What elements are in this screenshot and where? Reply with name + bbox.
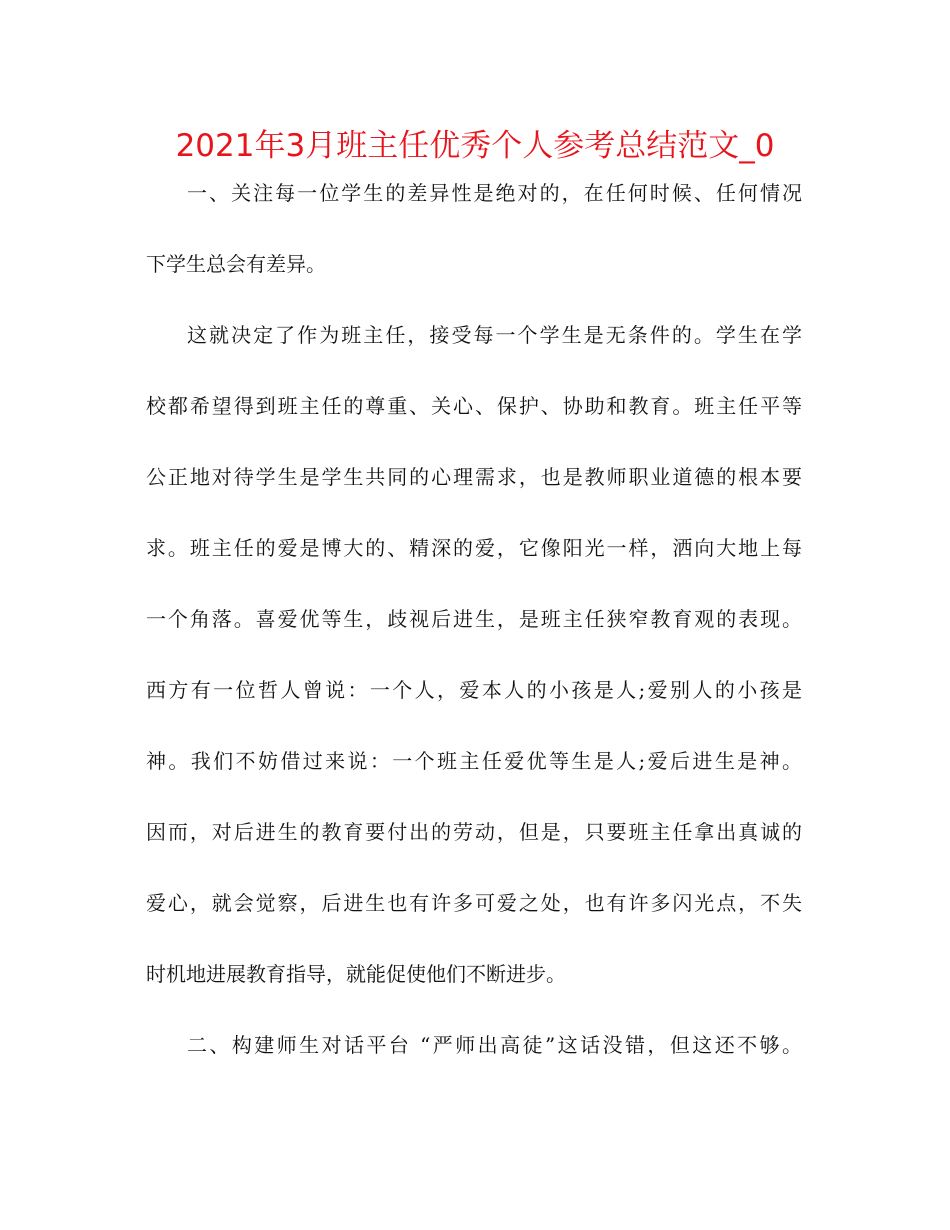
paragraph-line: 公正地对待学生是学生共同的心理需求，也是教师职业道德的根本要 xyxy=(146,465,802,489)
paragraph-line: 神。我们不妨借过来说：一个班主任爱优等生是人;爱后进生是神。 xyxy=(146,749,802,773)
paragraph-line: 因而，对后进生的教育要付出的劳动，但是，只要班主任拿出真诚的 xyxy=(146,820,802,844)
paragraph-line: 西方有一位哲人曾说：一个人，爱本人的小孩是人;爱别人的小孩是 xyxy=(146,678,802,702)
paragraph-line: 时机地进展教育指导，就能促使他们不断进步。 xyxy=(146,962,566,986)
paragraph-line: 这就决定了作为班主任，接受每一个学生是无条件的。学生在学 xyxy=(187,323,802,347)
paragraph-line: 一个角落。喜爱优等生，歧视后进生，是班主任狭窄教育观的表现。 xyxy=(146,607,802,631)
document-body xyxy=(146,170,802,1093)
paragraph-line: 求。班主任的爱是博大的、精深的爱，它像阳光一样，洒向大地上每 xyxy=(146,536,802,560)
paragraph-line: 二、构建师生对话平台 “严师出高徒”这话没错，但这还不够。 xyxy=(187,1033,802,1057)
paragraph-line: 下学生总会有差异。 xyxy=(146,252,326,276)
document-title: 2021年3月班主任优秀个人参考总结范文_0 xyxy=(175,128,775,164)
paragraph-line: 爱心，就会觉察，后进生也有许多可爱之处，也有许多闪光点，不失 xyxy=(146,891,802,915)
paragraph-line: 校都希望得到班主任的尊重、关心、保护、协助和教育。班主任平等 xyxy=(146,394,802,418)
paragraph-line: 一、关注每一位学生的差异性是绝对的，在任何时候、任何情况 xyxy=(187,181,802,205)
